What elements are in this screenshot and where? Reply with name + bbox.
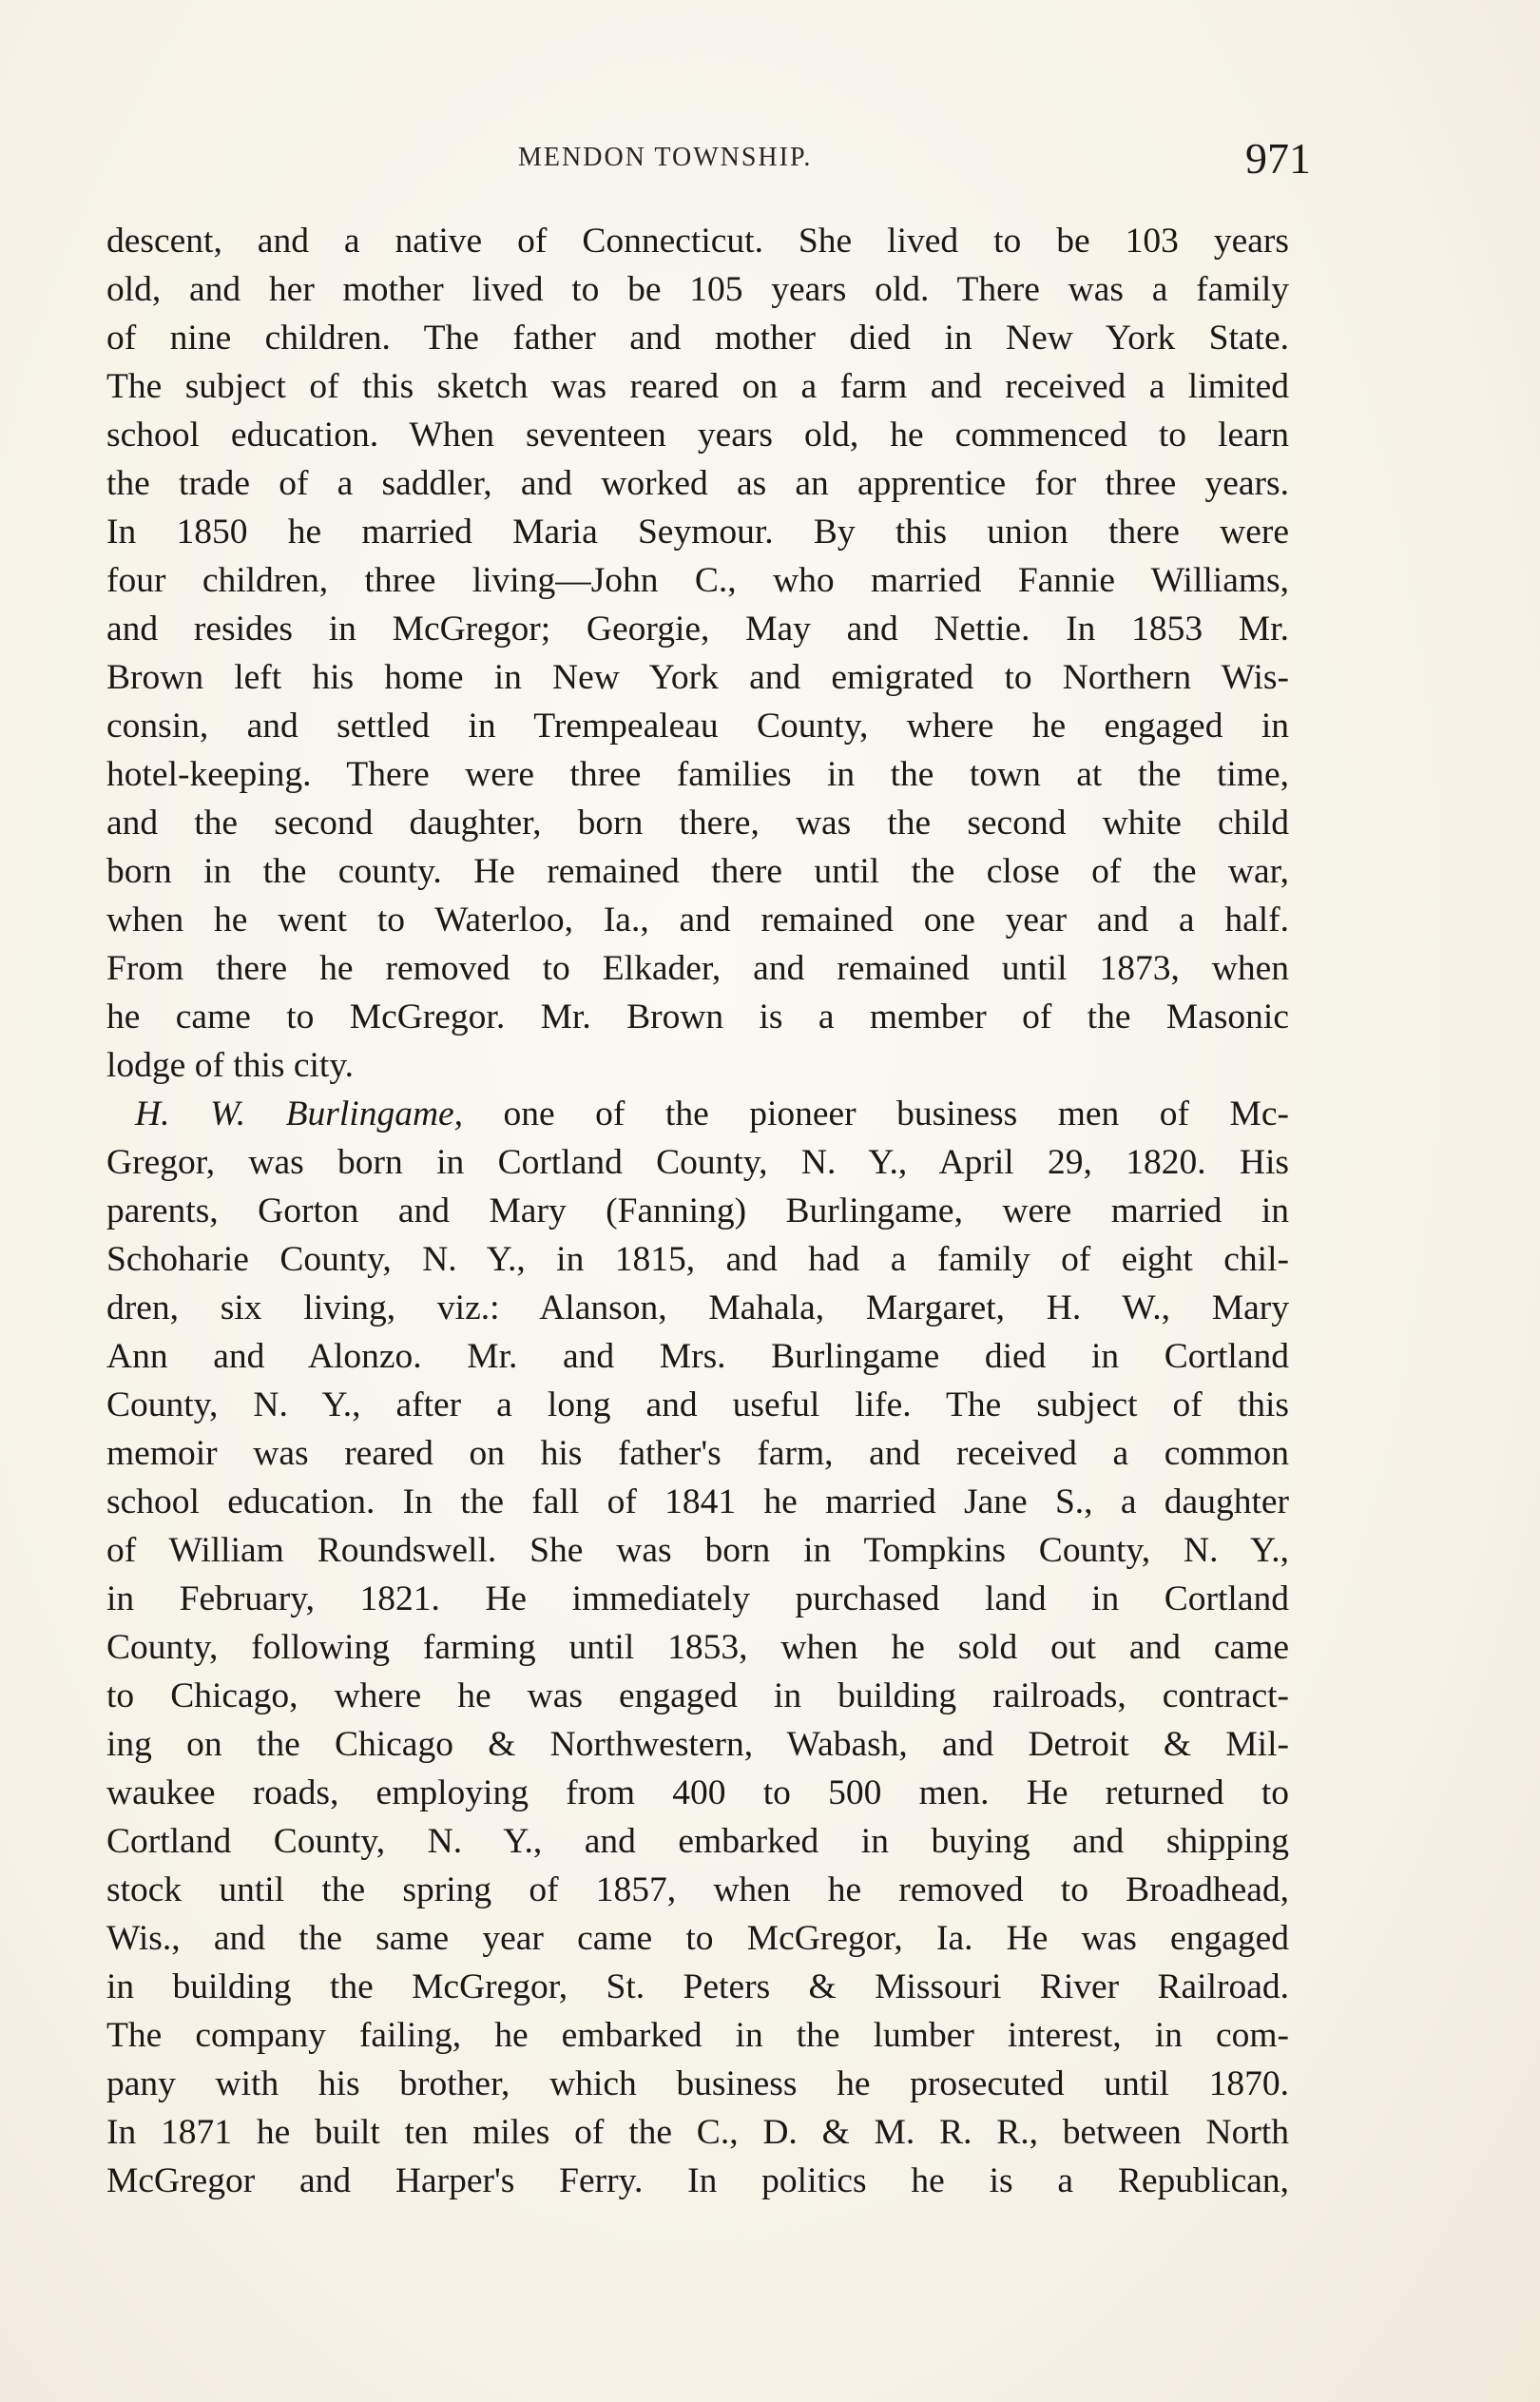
- biography-first-line: [106, 1090, 1289, 1138]
- text-line: he came to McGregor. Mr. Brown is a member of the Masonic: [106, 998, 1289, 1036]
- text-line: Gregor, was born in Cortland County, N. Y., April 29, 1820. His: [106, 1143, 1289, 1182]
- text-line: lodge of this city.: [106, 1046, 355, 1085]
- text-line: hotel-keeping. There were three families in the town at the time,: [106, 755, 1289, 794]
- text-line: the trade of a saddler, and worked as an apprentice for three years.: [106, 464, 1289, 503]
- text-line: McGregor and Harper's Ferry. In politics he is a Republican,: [106, 2161, 1289, 2200]
- text-line: Cortland County, N. Y., and embarked in buying and shipping: [106, 1822, 1289, 1861]
- text-line: to Chicago, where he was engaged in building railroads, contract-: [106, 1676, 1289, 1715]
- text-line: stock until the spring of 1857, when he removed to Broadhead,: [106, 1870, 1289, 1909]
- text-line: when he went to Waterloo, Ia., and remained one year and a half.: [106, 901, 1289, 939]
- text-line: born in the county. He remained there until the close of the war,: [106, 852, 1289, 891]
- text-line: ing on the Chicago & Northwestern, Wabash, and Detroit & Mil-: [106, 1725, 1289, 1764]
- text-line: The company failing, he embarked in the lumber interest, in com-: [106, 2016, 1289, 2055]
- text-line: of nine children. The father and mother died in New York State.: [106, 319, 1289, 358]
- text-line: and the second daughter, born there, was the second white child: [106, 804, 1289, 843]
- text-line: school education. When seventeen years old, he commenced to learn: [106, 416, 1289, 455]
- text-line: Schoharie County, N. Y., in 1815, and had a family of eight chil-: [106, 1240, 1289, 1279]
- body-text: [106, 217, 1289, 2205]
- text-line: in building the McGregor, St. Peters & Missouri River Railroad.: [106, 1967, 1289, 2006]
- text-line: and resides in McGregor; Georgie, May and Nettie. In 1853 Mr.: [106, 610, 1289, 649]
- text-line: In 1850 he married Maria Seymour. By this union there were: [106, 513, 1289, 552]
- text-line: of William Roundswell. She was born in Tompkins County, N. Y.,: [106, 1531, 1289, 1570]
- text-line: Brown left his home in New York and emigrated to Northern Wis-: [106, 658, 1289, 697]
- text-line: County, N. Y., after a long and useful life. The subject of this: [106, 1385, 1289, 1424]
- text-line: From there he removed to Elkader, and remained until 1873, when: [106, 949, 1289, 988]
- text-line: memoir was reared on his father's farm, and received a common: [106, 1434, 1289, 1473]
- text-line: In 1871 he built ten miles of the C., D. & M. R. R., between North: [106, 2113, 1289, 2152]
- text-line: Wis., and the same year came to McGregor, Ia. He was engaged: [106, 1919, 1289, 1958]
- text-line: The subject of this sketch was reared on a farm and received a limited: [106, 367, 1289, 406]
- text-line: County, following farming until 1853, when he sold out and came: [106, 1628, 1289, 1667]
- text-line: dren, six living, viz.: Alanson, Mahala, Margaret, H. W., Mary: [106, 1288, 1289, 1327]
- text-line: in February, 1821. He immediately purchased land in Cortland: [106, 1579, 1289, 1618]
- text-line: waukee roads, employing from 400 to 500 men. He returned to: [106, 1773, 1289, 1812]
- text-line: descent, and a native of Connecticut. She lived to be 103 years: [106, 222, 1289, 261]
- text-line: consin, and settled in Trempealeau County, where he engaged in: [106, 707, 1289, 746]
- page-number: 971: [1245, 134, 1311, 183]
- running-head-title: MENDON TOWNSHIP.: [518, 143, 813, 172]
- biography-subject-name: H. W. Burlingame,: [135, 1094, 464, 1133]
- text-line: school education. In the fall of 1841 he married Jane S., a daughter: [106, 1482, 1289, 1521]
- text-line: pany with his brother, which business he prosecuted until 1870.: [106, 2064, 1289, 2103]
- text-line: four children, three living—John C., who married Fannie Williams,: [106, 561, 1289, 600]
- text-line: parents, Gorton and Mary (Fanning) Burlingame, were married in: [106, 1191, 1289, 1230]
- text-line: Ann and Alonzo. Mr. and Mrs. Burlingame died in Cortland: [106, 1337, 1289, 1376]
- text-line: old, and her mother lived to be 105 years old. There was a family: [106, 270, 1289, 309]
- text-line-rest: one of the pioneer business men of Mc-: [463, 1094, 1289, 1133]
